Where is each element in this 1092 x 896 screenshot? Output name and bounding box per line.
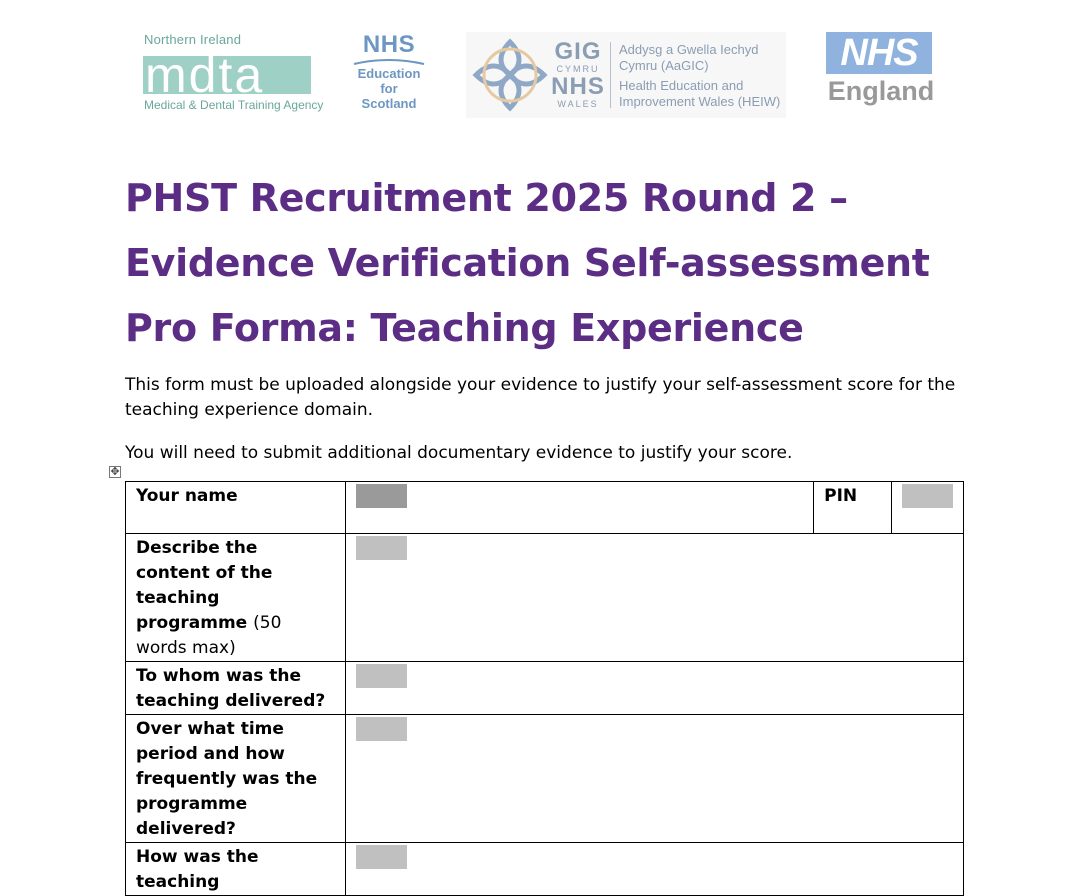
name-cell	[345, 482, 813, 534]
content-field[interactable]	[356, 536, 407, 560]
heiw-gig: GIG	[554, 38, 602, 65]
pin-cell	[891, 482, 963, 534]
verification-form-table	[125, 481, 964, 896]
celtic-knot-icon	[470, 36, 550, 114]
heiw-welsh-name	[619, 42, 758, 74]
pin-label: PIN	[814, 482, 892, 534]
table-move-handle-icon[interactable]: ✥	[110, 466, 120, 478]
heiw-cymru: CYMRU	[556, 64, 600, 74]
table-row	[126, 662, 964, 715]
heiw-logo	[466, 32, 786, 118]
next-cell	[345, 843, 963, 896]
content-label: Describe the content of the teaching programme	[136, 538, 273, 633]
audience-field[interactable]	[356, 664, 407, 688]
audience-cell	[345, 662, 963, 715]
period-label: Over what time period and how frequently was the programme delivered?	[126, 715, 346, 843]
pin-field[interactable]	[902, 484, 953, 508]
audience-label: To whom was the teaching delivered?	[126, 662, 346, 715]
heiw-divider	[610, 42, 611, 108]
document-title: PHST Recruitment 2025 Round 2 – Evidence Verification Self-assessment Pro Forma: Teaching Experience	[125, 176, 930, 350]
heiw-nhs: NHS	[551, 73, 605, 100]
heiw-welsh-line-2: Cymru (AaGIC)	[619, 58, 709, 73]
content-label-cell	[126, 534, 346, 662]
heiw-gig-block	[550, 40, 606, 110]
nes-line-2: for	[380, 81, 398, 96]
intro-paragraph: This form must be uploaded alongside your evidence to justify your self-assessment score for the teaching experience domain.	[125, 375, 956, 420]
nhse-nhs-box: NHS	[826, 32, 932, 74]
content-cell	[345, 534, 963, 662]
name-label: Your name	[126, 482, 346, 534]
table-row	[126, 534, 964, 662]
heiw-welsh-line-1: Addysg a Gwella Iechyd	[619, 42, 759, 57]
mdta-wordmark-graphic	[143, 50, 311, 100]
table-row	[126, 843, 964, 896]
mdta-wordmark-text: mdta	[145, 50, 265, 100]
nhse-region: England	[827, 76, 935, 106]
table-row	[126, 482, 964, 534]
partner-logos	[0, 30, 1092, 120]
nes-swoosh-icon	[352, 58, 426, 66]
name-field[interactable]	[356, 484, 407, 508]
nes-nhs-text: NHS	[362, 31, 416, 58]
nhs-england-logo	[826, 32, 936, 118]
content-hint: (50 words max)	[136, 613, 282, 658]
heiw-english-name	[619, 78, 780, 110]
nes-line-1: Education	[357, 66, 421, 81]
period-cell	[345, 715, 963, 843]
heiw-wales: WALES	[557, 99, 599, 109]
mdta-region: Northern Ireland	[144, 32, 242, 47]
nhs-education-scotland-logo	[349, 32, 429, 118]
next-label: How was the teaching	[126, 843, 346, 896]
table-row	[126, 715, 964, 843]
heiw-english-line-1: Health Education and	[619, 78, 744, 93]
nes-line-3: Scotland	[361, 96, 417, 111]
mdta-tagline: Medical & Dental Training Agency	[144, 98, 324, 112]
next-field[interactable]	[356, 845, 407, 869]
period-field[interactable]	[356, 717, 407, 741]
heiw-english-line-2: Improvement Wales (HEIW)	[619, 94, 781, 109]
evidence-note: You will need to submit additional documentary evidence to justify your score.	[125, 443, 793, 463]
mdta-logo	[143, 32, 324, 118]
